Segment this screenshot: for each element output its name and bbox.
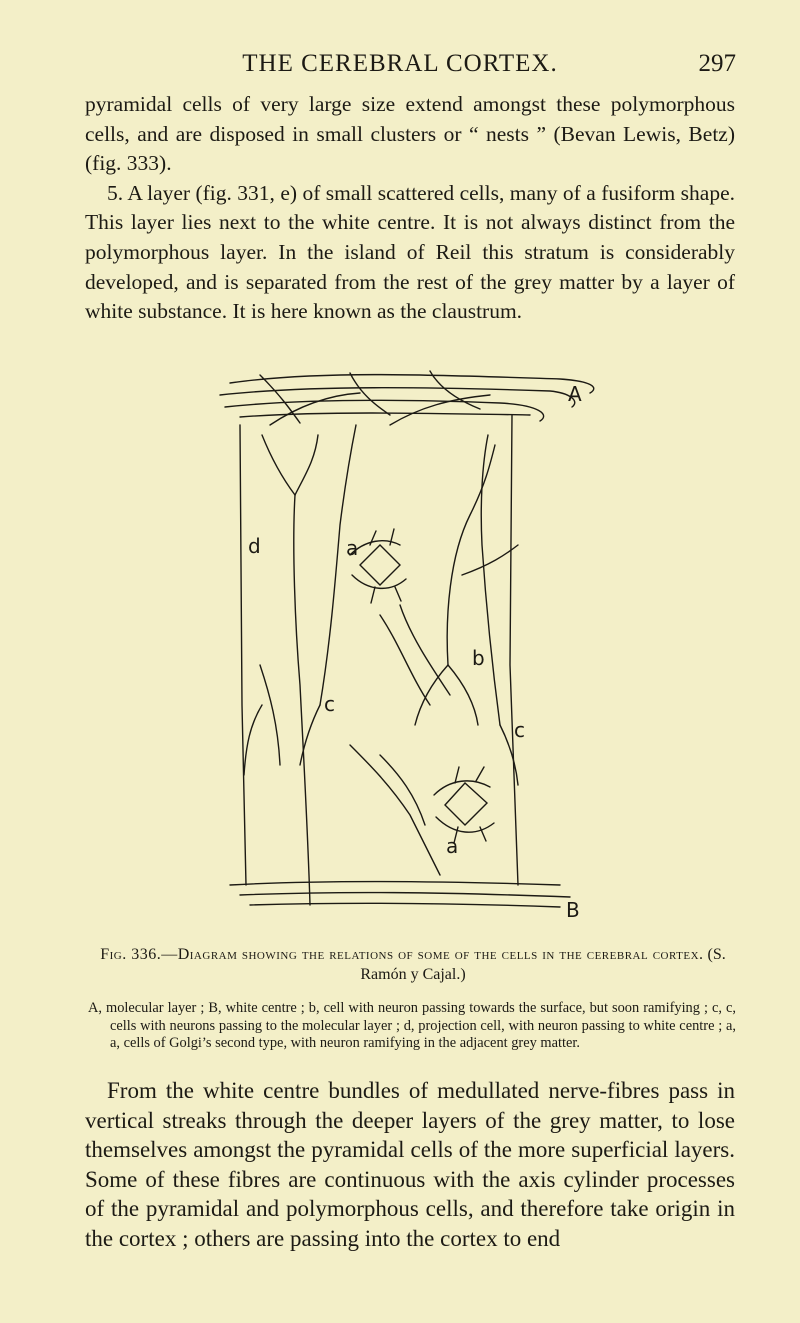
paragraph-white-centre: From the white centre bundles of medullated nerve-fibres pass in vertical streaks through the deeper layers of the grey matter, to lose themselves amongst the pyramidal cells of the more superficial layers. Some of these fibres are continuous with the axis cylinder processes of the pyramidal and polymorphous cells, and therefore take origin in the cortex ; others are passing into the cortex to end: [85, 1078, 735, 1251]
label-b: b: [472, 646, 485, 670]
label-a-lower: a: [446, 834, 459, 858]
cortex-diagram-figure: [200, 365, 630, 930]
caption-credit: (S. Ramón y Cajal.): [360, 946, 726, 983]
label-a-upper: a: [346, 536, 359, 560]
bottom-text-block: [85, 1076, 735, 1253]
paragraph-continuation: pyramidal cells of very large size extend amongst these polymorphous cells, and are disposed in small clusters or “ nests ” (Bevan Lewis, Betz) (fig. 333).: [85, 92, 735, 176]
cortex-diagram: [200, 365, 630, 930]
label-d: d: [248, 534, 261, 558]
figure-legend: [88, 1000, 736, 1053]
legend-text: A, molecular layer ; B, white centre ; b, cell with neuron passing towards the surface, but soon ramifying ; c, c, cells with neurons passing to the molecular layer ; d, projection cell, with neuron passing to white centre ; a, a, cells of Golgi’s second type, with neuron ramifying in the adjacent grey matter.: [88, 1000, 736, 1051]
page-number: 297: [698, 50, 736, 77]
running-title: THE CEREBRAL CORTEX.: [242, 50, 558, 77]
label-c-left: c: [324, 692, 335, 716]
label-A: A: [568, 382, 582, 406]
label-c-right: c: [514, 718, 525, 742]
caption-title: Fig. 336.—Diagram showing the relations of some of the cells in the cerebral cortex.: [100, 946, 704, 963]
figure-caption: [88, 945, 738, 985]
label-B: B: [566, 898, 580, 922]
running-head: [0, 50, 800, 84]
top-text-block: [85, 90, 735, 327]
paragraph-layer-five: 5. A layer (fig. 331, e) of small scattered cells, many of a fusiform shape. This layer lies next to the white centre. It is not always distinct from the polymorphous layer. In the island of Reil this stratum is considerably developed, and is separated from the rest of the grey matter by a layer of white substance. It is here known as the claustrum.: [85, 180, 735, 324]
